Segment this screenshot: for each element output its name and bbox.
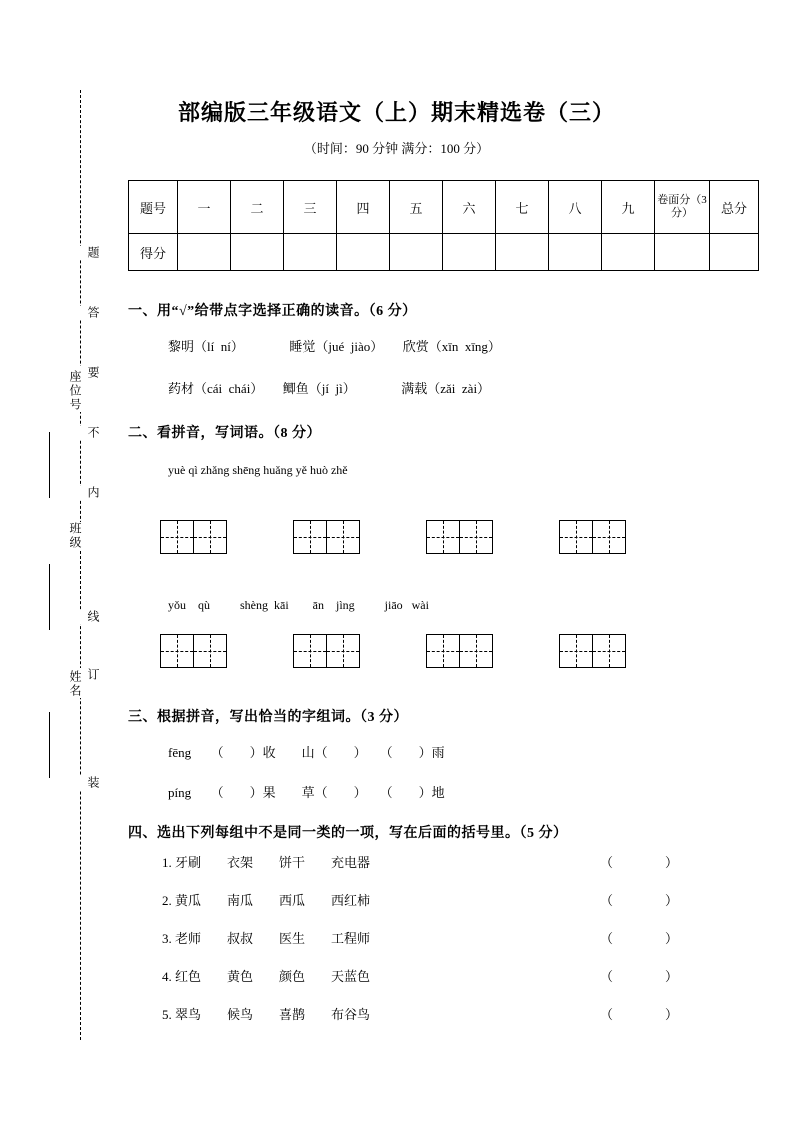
tianzige-cell[interactable] [160,520,194,554]
seal-char-5: 线 [60,610,100,624]
section-4-answer-3[interactable]: （ ） [600,931,679,946]
section-4-item-5: 5. 翠鸟 候鸟 喜鹊 布谷鸟 [162,1007,371,1022]
section-4-answer-5[interactable]: （ ） [600,1007,679,1022]
score-table-col-4: 五 [390,181,443,234]
score-table-col-5: 六 [443,181,496,234]
score-cell-8[interactable] [602,234,655,271]
seal-field-class-rule [49,564,50,630]
score-table-col-3: 四 [337,181,390,234]
score-table-col-8: 九 [602,181,655,234]
score-table-row-label-0: 题号 [129,181,178,234]
score-table-col-0: 一 [178,181,231,234]
tianzige-group-2-4[interactable] [559,634,625,668]
score-table-col-2: 三 [284,181,337,234]
seal-field-name: 姓名 [42,670,82,698]
tianzige-cell[interactable] [326,634,360,668]
tianzige-cell[interactable] [426,634,460,668]
score-table [128,180,759,271]
tianzige-cell[interactable] [193,520,227,554]
section-4-item-2: 2. 黄瓜 南瓜 西瓜 西红柿 [162,893,371,908]
score-table-col-6: 七 [496,181,549,234]
section-2-pinyin-row-1: yuè qì zhǎng shēng huǎng yě huò zhě [168,463,348,477]
seal-char-0: 题 [60,246,100,260]
section-2-pinyin-row-2: yǒu qù shèng kāi ān jìng jiāo wài [168,598,429,612]
score-cell-cover[interactable] [655,234,710,271]
section-4-item-4: 4. 红色 黄色 颜色 天蓝色 [162,969,371,984]
tianzige-group-1-1[interactable] [160,520,226,554]
score-cell-6[interactable] [496,234,549,271]
tianzige-cell[interactable] [592,520,626,554]
seal-field-seat-number-rule [49,432,50,498]
tianzige-group-2-1[interactable] [160,634,226,668]
section-3-heading: 三、根据拼音，写出恰当的字组词。（3 分） [128,710,408,725]
score-cell-1[interactable] [231,234,284,271]
score-table-cover-score: 卷面分（3 分） [655,181,710,234]
score-cell-7[interactable] [549,234,602,271]
seal-dashed-line [80,90,81,1040]
section-4-heading: 四、选出下列每组中不是同一类的一项，写在后面的括号里。（5 分） [128,826,568,841]
seal-field-seat-number: 座位号 [42,370,82,412]
score-table-col-1: 二 [231,181,284,234]
section-1-line-0[interactable]: 黎明（lí ní） 睡觉（jué jiào） 欣赏（xīn xīng） [168,339,501,354]
section-1-line-1[interactable]: 药材（cái chái） 鲫鱼（jí jì） 满载（zǎi zài） [168,381,491,396]
score-cell-total[interactable] [710,234,759,271]
tianzige-cell[interactable] [193,634,227,668]
page-title: 部编版三年级语文（上）期末精选卷（三） [177,100,615,125]
score-cell-5[interactable] [443,234,496,271]
tianzige-cell[interactable] [293,520,327,554]
tianzige-cell[interactable] [459,634,493,668]
section-1-heading: 一、用“√”给带点字选择正确的读音。（6 分） [128,304,417,319]
tianzige-group-2-2[interactable] [293,634,359,668]
tianzige-group-2-3[interactable] [426,634,492,668]
score-cell-0[interactable] [178,234,231,271]
seal-char-7: 装 [60,776,100,790]
seal-line-area [60,90,100,1040]
tianzige-cell[interactable] [326,520,360,554]
page-subtitle: （时间：90 分钟 满分：100 分） [303,141,490,156]
score-table-row-label-1: 得分 [129,234,178,271]
seal-char-3: 不 [60,426,100,440]
score-table-total: 总分 [710,181,759,234]
seal-char-2: 要 [60,366,100,380]
tianzige-cell[interactable] [559,634,593,668]
tianzige-cell[interactable] [426,520,460,554]
score-cell-4[interactable] [390,234,443,271]
tianzige-cell[interactable] [592,634,626,668]
tianzige-cell[interactable] [559,520,593,554]
score-table-col-7: 八 [549,181,602,234]
seal-field-name-rule [49,712,50,778]
table-row [129,234,759,271]
tianzige-group-1-3[interactable] [426,520,492,554]
tianzige-cell[interactable] [160,634,194,668]
score-cell-3[interactable] [337,234,390,271]
section-4-answer-2[interactable]: （ ） [600,893,679,908]
seal-char-1: 答 [60,306,100,320]
table-row [129,181,759,234]
section-3-line-0[interactable]: fēng （ ）收 山（ ） （ ）雨 [168,745,445,760]
seal-field-class: 班级 [42,522,82,550]
tianzige-cell[interactable] [459,520,493,554]
section-4-answer-4[interactable]: （ ） [600,969,679,984]
section-4-item-3: 3. 老师 叔叔 医生 工程师 [162,931,371,946]
tianzige-group-1-4[interactable] [559,520,625,554]
section-4-answer-1[interactable]: （ ） [600,855,679,870]
section-2-heading: 二、看拼音，写词语。（8 分） [128,426,321,441]
tianzige-cell[interactable] [293,634,327,668]
seal-char-4: 内 [60,486,100,500]
score-cell-2[interactable] [284,234,337,271]
section-3-line-1[interactable]: píng （ ）果 草（ ） （ ）地 [168,785,445,800]
section-4-item-1: 1. 牙刷 衣架 饼干 充电器 [162,855,371,870]
seal-char-6: 订 [60,668,100,682]
tianzige-group-1-2[interactable] [293,520,359,554]
